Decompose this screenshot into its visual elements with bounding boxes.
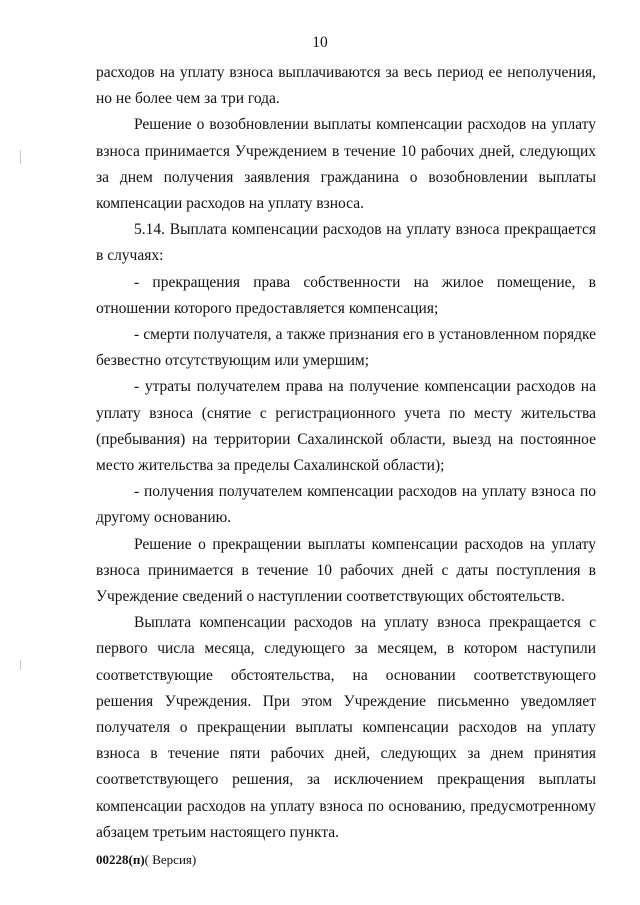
paragraph-termination-decision: Решение о прекращении выплаты компенсации расходов на уплату взноса принимается в течение 10 рабочих дней с даты поступления в Учреждение сведений о наступлении соответствующих обстоятельств.: [96, 535, 596, 606]
paragraph-termination-procedure: Выплата компенсации расходов на уплату взноса прекращается с первого числа месяца, следующего за месяцем, в котором наступили соответствующие обстоятельства, на основании соответствующего решения Учреждения. При этом Учреждение письменно уведомляет получателя о прекращении выплаты компенсации расходов на уплату взноса в течение пяти рабочих дней, следующих за днем принятия соответствующего решения, за исключением прекращения выплаты компенсации расходов на уплату взноса по основанию, предусмотренному абзацем третьим настоящего пункта.: [96, 614, 596, 841]
page-number: 10: [312, 34, 328, 51]
list-item-ownership: - прекращения права собственности на жилое помещение, в отношении которого предоставляется компенсация;: [96, 273, 596, 317]
list-item-death: - смерти получателя, а также признания его в установленном порядке безвестно отсутствующим или умершим;: [96, 326, 596, 370]
scan-margin-mark-bottom: [20, 660, 21, 670]
paragraph-clause-5-14: 5.14. Выплата компенсации расходов на уплату взноса прекращается в случаях:: [96, 221, 596, 265]
document-code: 00228(п): [96, 852, 145, 867]
list-item-other-basis: - получения получателем компенсации расходов на уплату взноса по другому основанию.: [96, 483, 596, 527]
paragraph-continuation: расходов на уплату взноса выплачиваются за весь период ее неполучения, но не более чем за три года.: [96, 64, 596, 108]
document-version: ( Версия): [144, 852, 197, 867]
paragraph-resumption-decision: Решение о возобновлении выплаты компенсации расходов на уплату взноса принимается Учреждением в течение 10 рабочих дней, следующих за днем получения заявления гражданина о возобновлении выплаты компенсации расходов на уплату взноса.: [96, 116, 596, 213]
document-body: [96, 60, 596, 846]
list-item-loss-of-right: - утраты получателем права на получение компенсации расходов на уплату взноса (снятие с регистрационного учета по месту жительства (пребывания) на территории Сахалинской области, выезд на постоянное место жительства за пределы Сахалинской области);: [96, 378, 596, 475]
document-footer: [96, 851, 196, 869]
scan-margin-mark-top: [20, 150, 21, 164]
